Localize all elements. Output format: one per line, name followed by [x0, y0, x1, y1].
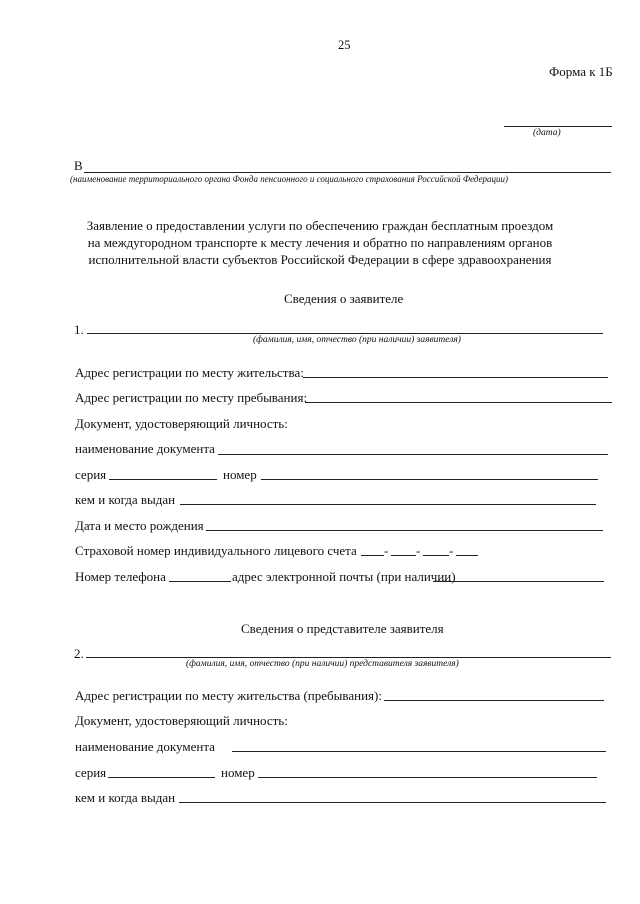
- date-field[interactable]: [504, 126, 612, 127]
- representative-number: 2.: [74, 646, 84, 661]
- applicant-number-label: номер: [223, 467, 257, 482]
- applicant-stay-address-field[interactable]: [305, 402, 612, 403]
- applicant-phone-field[interactable]: [169, 581, 231, 582]
- to-prefix: В: [74, 158, 83, 173]
- snils-part-4-field[interactable]: [456, 555, 478, 556]
- representative-doc-name-field[interactable]: [232, 751, 606, 752]
- page-number: 25: [338, 38, 351, 52]
- snils-separator: -: [416, 543, 421, 558]
- applicant-birth-label: Дата и место рождения: [75, 518, 204, 533]
- applicant-email-label: адрес электронной почты (при наличии): [232, 569, 456, 584]
- recipient-organ-caption: (наименование территориального органа Фонда пенсионного и социального страхования Российской Федерации): [70, 174, 509, 184]
- applicant-phone-label: Номер телефона: [75, 569, 166, 584]
- snils-part-1-field[interactable]: [361, 555, 384, 556]
- representative-number-field[interactable]: [258, 777, 597, 778]
- applicant-series-label: серия: [75, 467, 107, 482]
- representative-series-field[interactable]: [108, 777, 215, 778]
- applicant-email-field[interactable]: [433, 581, 604, 582]
- representative-number-label: номер: [221, 765, 255, 780]
- form-id: Форма к 1Б: [549, 64, 613, 79]
- recipient-organ-field[interactable]: [84, 172, 611, 173]
- representative-issued-label: кем и когда выдан: [75, 790, 176, 805]
- applicant-heading: Сведения о заявителе: [284, 291, 404, 306]
- applicant-number-field[interactable]: [261, 479, 598, 480]
- representative-name-caption: (фамилия, имя, отчество (при наличии) представителя заявителя): [186, 659, 459, 669]
- snils-part-3-field[interactable]: [423, 555, 449, 556]
- applicant-stay-address-label: Адрес регистрации по месту пребывания:: [75, 390, 308, 405]
- applicant-doc-name-field[interactable]: [218, 454, 608, 455]
- applicant-snils-label: Страховой номер индивидуального лицевого счета: [75, 543, 357, 558]
- applicant-number: 1.: [74, 322, 84, 337]
- representative-heading: Сведения о представителе заявителя: [241, 621, 444, 636]
- applicant-series-field[interactable]: [109, 479, 217, 480]
- applicant-doc-name-label: наименование документа: [75, 441, 215, 456]
- representative-reg-address-field[interactable]: [384, 700, 604, 701]
- applicant-birth-field[interactable]: [206, 530, 603, 531]
- representative-doc-name-label: наименование документа: [75, 739, 215, 754]
- representative-name-field[interactable]: [86, 657, 611, 658]
- applicant-name-caption: (фамилия, имя, отчество (при наличии) заявителя): [253, 335, 461, 345]
- representative-issued-field[interactable]: [179, 802, 606, 803]
- applicant-reg-address-label: Адрес регистрации по месту жительства:: [75, 365, 304, 380]
- applicant-reg-address-field[interactable]: [303, 377, 608, 378]
- representative-reg-address-label: Адрес регистрации по месту жительства (пребывания):: [75, 688, 382, 703]
- applicant-id-doc-label: Документ, удостоверяющий личность:: [75, 416, 288, 431]
- representative-id-doc-label: Документ, удостоверяющий личность:: [75, 713, 288, 728]
- applicant-issued-field[interactable]: [180, 504, 596, 505]
- snils-separator: -: [449, 543, 454, 558]
- applicant-name-field[interactable]: [87, 333, 603, 334]
- snils-part-2-field[interactable]: [391, 555, 416, 556]
- snils-separator: -: [384, 543, 389, 558]
- date-caption: (дата): [533, 128, 561, 138]
- applicant-issued-label: кем и когда выдан: [75, 492, 176, 507]
- document-title: Заявление о предоставлении услуги по обеспечению граждан бесплатным проездом на междугородном транспорте к месту лечения и обратно по направлениям органов исполнительной власти субъектов Российской Федерации в сфере здравоохранения: [86, 218, 554, 267]
- representative-series-label: серия: [75, 765, 107, 780]
